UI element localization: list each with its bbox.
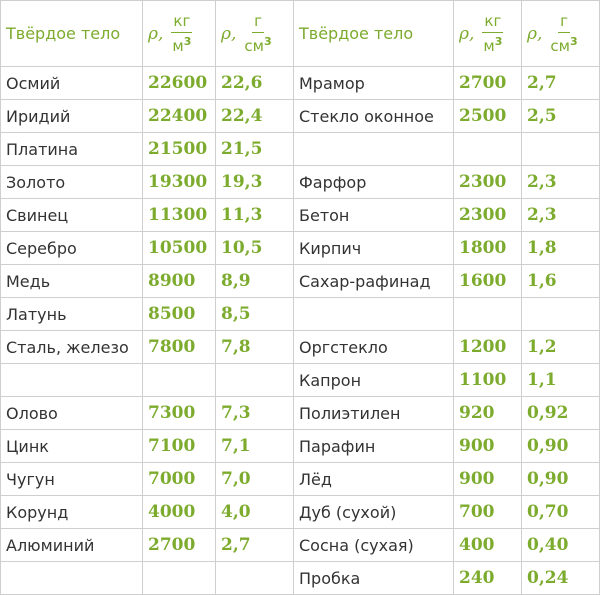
material-name-left: Медь [1, 265, 143, 298]
density-kg-m3-left: 22600 [143, 67, 216, 100]
density-kg-m3-right: 1800 [454, 232, 522, 265]
density-kg-m3-right: 700 [454, 496, 522, 529]
density-g-cm3-right: 0,24 [522, 562, 600, 595]
table-row [1, 397, 600, 430]
material-name-left: Серебро [1, 232, 143, 265]
density-g-cm3-left: 19,3 [216, 166, 294, 199]
density-kg-m3-right: 240 [454, 562, 522, 595]
density-g-cm3-right: 1,1 [522, 364, 600, 397]
density-g-cm3-left: 10,5 [216, 232, 294, 265]
density-kg-m3-left: 11300 [143, 199, 216, 232]
density-kg-m3-left: 8900 [143, 265, 216, 298]
density-kg-m3-right: 920 [454, 397, 522, 430]
density-kg-m3-right: 1100 [454, 364, 522, 397]
header-density-g-cm3-right: ρ, $\frac{г}{см^3}$ [522, 1, 600, 67]
table-body [1, 67, 600, 595]
material-name-right: Капрон [294, 364, 454, 397]
density-g-cm3-right: 0,92 [522, 397, 600, 430]
material-name-left: Алюминий [1, 529, 143, 562]
material-name-right: Пробка [294, 562, 454, 595]
density-kg-m3-right [454, 298, 522, 331]
density-g-cm3-right: 0,90 [522, 430, 600, 463]
density-g-cm3-right [522, 133, 600, 166]
density-g-cm3-left: 11,3 [216, 199, 294, 232]
material-name-right: Бетон [294, 199, 454, 232]
material-name-left: Иридий [1, 100, 143, 133]
density-kg-m3-left: 8500 [143, 298, 216, 331]
table-row [1, 496, 600, 529]
density-g-cm3-right: 2,3 [522, 199, 600, 232]
material-name-left: Латунь [1, 298, 143, 331]
header-density-g-cm3-left: ρ, $\frac{г}{см^3}$ [216, 1, 294, 67]
density-kg-m3-right [454, 133, 522, 166]
density-kg-m3-right: 400 [454, 529, 522, 562]
material-name-left [1, 562, 143, 595]
table-row [1, 166, 600, 199]
material-name-left: Свинец [1, 199, 143, 232]
material-name-left: Корунд [1, 496, 143, 529]
density-kg-m3-left: 22400 [143, 100, 216, 133]
density-kg-m3-left: 7000 [143, 463, 216, 496]
density-g-cm3-right: 1,2 [522, 331, 600, 364]
material-name-right: Полиэтилен [294, 397, 454, 430]
density-g-cm3-right: 2,3 [522, 166, 600, 199]
material-name-right [294, 133, 454, 166]
material-name-left: Осмий [1, 67, 143, 100]
density-kg-m3-left: 7300 [143, 397, 216, 430]
density-kg-m3-left [143, 562, 216, 595]
material-name-left: Цинк [1, 430, 143, 463]
material-name-right: Кирпич [294, 232, 454, 265]
material-name-right: Лёд [294, 463, 454, 496]
density-g-cm3-left [216, 562, 294, 595]
density-kg-m3-right: 1600 [454, 265, 522, 298]
density-g-cm3-right: 1,6 [522, 265, 600, 298]
table-row [1, 463, 600, 496]
table-row [1, 232, 600, 265]
material-name-left: Золото [1, 166, 143, 199]
table-row [1, 100, 600, 133]
table-row [1, 364, 600, 397]
table-row [1, 298, 600, 331]
table-row [1, 67, 600, 100]
material-name-right: Сахар-рафинад [294, 265, 454, 298]
density-kg-m3-left: 10500 [143, 232, 216, 265]
density-kg-m3-left: 4000 [143, 496, 216, 529]
density-g-cm3-left [216, 364, 294, 397]
header-solid-left: Твёрдое тело [1, 1, 143, 67]
material-name-left: Олово [1, 397, 143, 430]
material-name-right [294, 298, 454, 331]
density-g-cm3-left: 22,4 [216, 100, 294, 133]
density-g-cm3-right: 0,90 [522, 463, 600, 496]
material-name-right: Сосна (сухая) [294, 529, 454, 562]
table-row [1, 133, 600, 166]
header-solid-right: Твёрдое тело [294, 1, 454, 67]
table-row [1, 562, 600, 595]
density-kg-m3-right: 900 [454, 430, 522, 463]
density-kg-m3-right: 1200 [454, 331, 522, 364]
table-header-row [1, 1, 600, 67]
density-g-cm3-right: 2,7 [522, 67, 600, 100]
material-name-right: Оргстекло [294, 331, 454, 364]
density-g-cm3-left: 7,3 [216, 397, 294, 430]
density-g-cm3-left: 7,8 [216, 331, 294, 364]
density-g-cm3-right: 1,8 [522, 232, 600, 265]
table-row [1, 529, 600, 562]
material-name-left: Сталь, железо [1, 331, 143, 364]
density-g-cm3-left: 7,1 [216, 430, 294, 463]
density-kg-m3-right: 2300 [454, 166, 522, 199]
density-g-cm3-left: 21,5 [216, 133, 294, 166]
material-name-right: Парафин [294, 430, 454, 463]
density-g-cm3-left: 7,0 [216, 463, 294, 496]
density-kg-m3-right: 900 [454, 463, 522, 496]
material-name-left: Платина [1, 133, 143, 166]
density-kg-m3-left: 7100 [143, 430, 216, 463]
table-row [1, 199, 600, 232]
density-g-cm3-right [522, 298, 600, 331]
table-row [1, 331, 600, 364]
density-g-cm3-left: 2,7 [216, 529, 294, 562]
density-kg-m3-left [143, 364, 216, 397]
density-kg-m3-right: 2500 [454, 100, 522, 133]
density-g-cm3-right: 2,5 [522, 100, 600, 133]
density-kg-m3-left: 19300 [143, 166, 216, 199]
table-row [1, 265, 600, 298]
density-g-cm3-left: 8,5 [216, 298, 294, 331]
density-g-cm3-right: 0,40 [522, 529, 600, 562]
density-kg-m3-left: 2700 [143, 529, 216, 562]
header-density-kg-m3-right: ρ, $\frac{кг}{м^3}$ [454, 1, 522, 67]
density-g-cm3-right: 0,70 [522, 496, 600, 529]
header-density-kg-m3-left: ρ, $\frac{кг}{м^3}$ [143, 1, 216, 67]
material-name-right: Фарфор [294, 166, 454, 199]
material-name-right: Стекло оконное [294, 100, 454, 133]
density-kg-m3-right: 2700 [454, 67, 522, 100]
material-name-right: Мрамор [294, 67, 454, 100]
material-name-left [1, 364, 143, 397]
density-g-cm3-left: 8,9 [216, 265, 294, 298]
density-g-cm3-left: 22,6 [216, 67, 294, 100]
density-kg-m3-right: 2300 [454, 199, 522, 232]
density-g-cm3-left: 4,0 [216, 496, 294, 529]
material-name-left: Чугун [1, 463, 143, 496]
density-kg-m3-left: 7800 [143, 331, 216, 364]
table-row [1, 430, 600, 463]
material-name-right: Дуб (сухой) [294, 496, 454, 529]
density-kg-m3-left: 21500 [143, 133, 216, 166]
